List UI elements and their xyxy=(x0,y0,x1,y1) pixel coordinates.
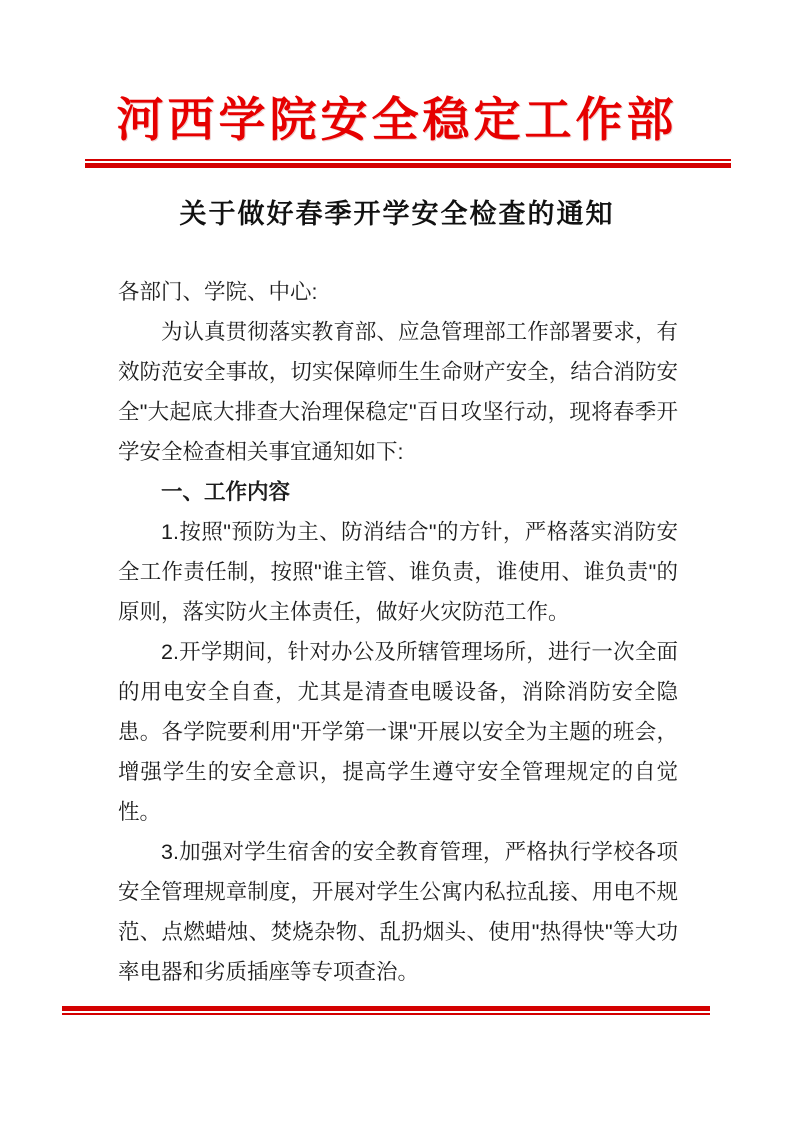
body-paragraph: 各部门、学院、中心: xyxy=(118,280,318,304)
footer-rule xyxy=(62,1006,710,1015)
body-paragraph: 2.开学期间，针对办公及所辖管理场所，进行一次全面的用电安全自查，尤其是清查电暖设备，消除消防安全隐患。各学院要利用"开学第一课"开展以安全为主题的班会，增强学生的安全意识，提高学生遵守安全管理规定的自觉性。 xyxy=(118,640,678,824)
body-paragraph: 一、工作内容 xyxy=(161,480,291,504)
header-rule xyxy=(85,159,731,168)
body-paragraph: 为认真贯彻落实教育部、应急管理部工作部署要求，有效防范安全事故，切实保障师生生命财产安全，结合消防安全"大起底大排查大治理保稳定"百日攻坚行动，现将春季开学安全检查相关事宜通知如下: xyxy=(118,320,678,464)
body-paragraph: 3.加强对学生宿舍的安全教育管理，严格执行学校各项安全管理规章制度，开展对学生公寓内私拉乱接、用电不规范、点燃蜡烛、焚烧杂物、乱扔烟头、使用"热得快"等大功率电器和劣质插座等专项查治。 xyxy=(118,840,678,984)
body-paragraph: 1.按照"预防为主、防消结合"的方针，严格落实消防安全工作责任制，按照"谁主管、谁负责，谁使用、谁负责"的原则，落实防火主体责任，做好火灾防范工作。 xyxy=(118,520,678,624)
document-body xyxy=(118,272,678,992)
document-title: 关于做好春季开学安全检查的通知 xyxy=(179,199,615,229)
footer-rule-thin-line xyxy=(62,1013,710,1015)
header-rule-thick-line xyxy=(85,163,731,168)
department-masthead: 河西学院安全稳定工作部 xyxy=(116,93,678,146)
